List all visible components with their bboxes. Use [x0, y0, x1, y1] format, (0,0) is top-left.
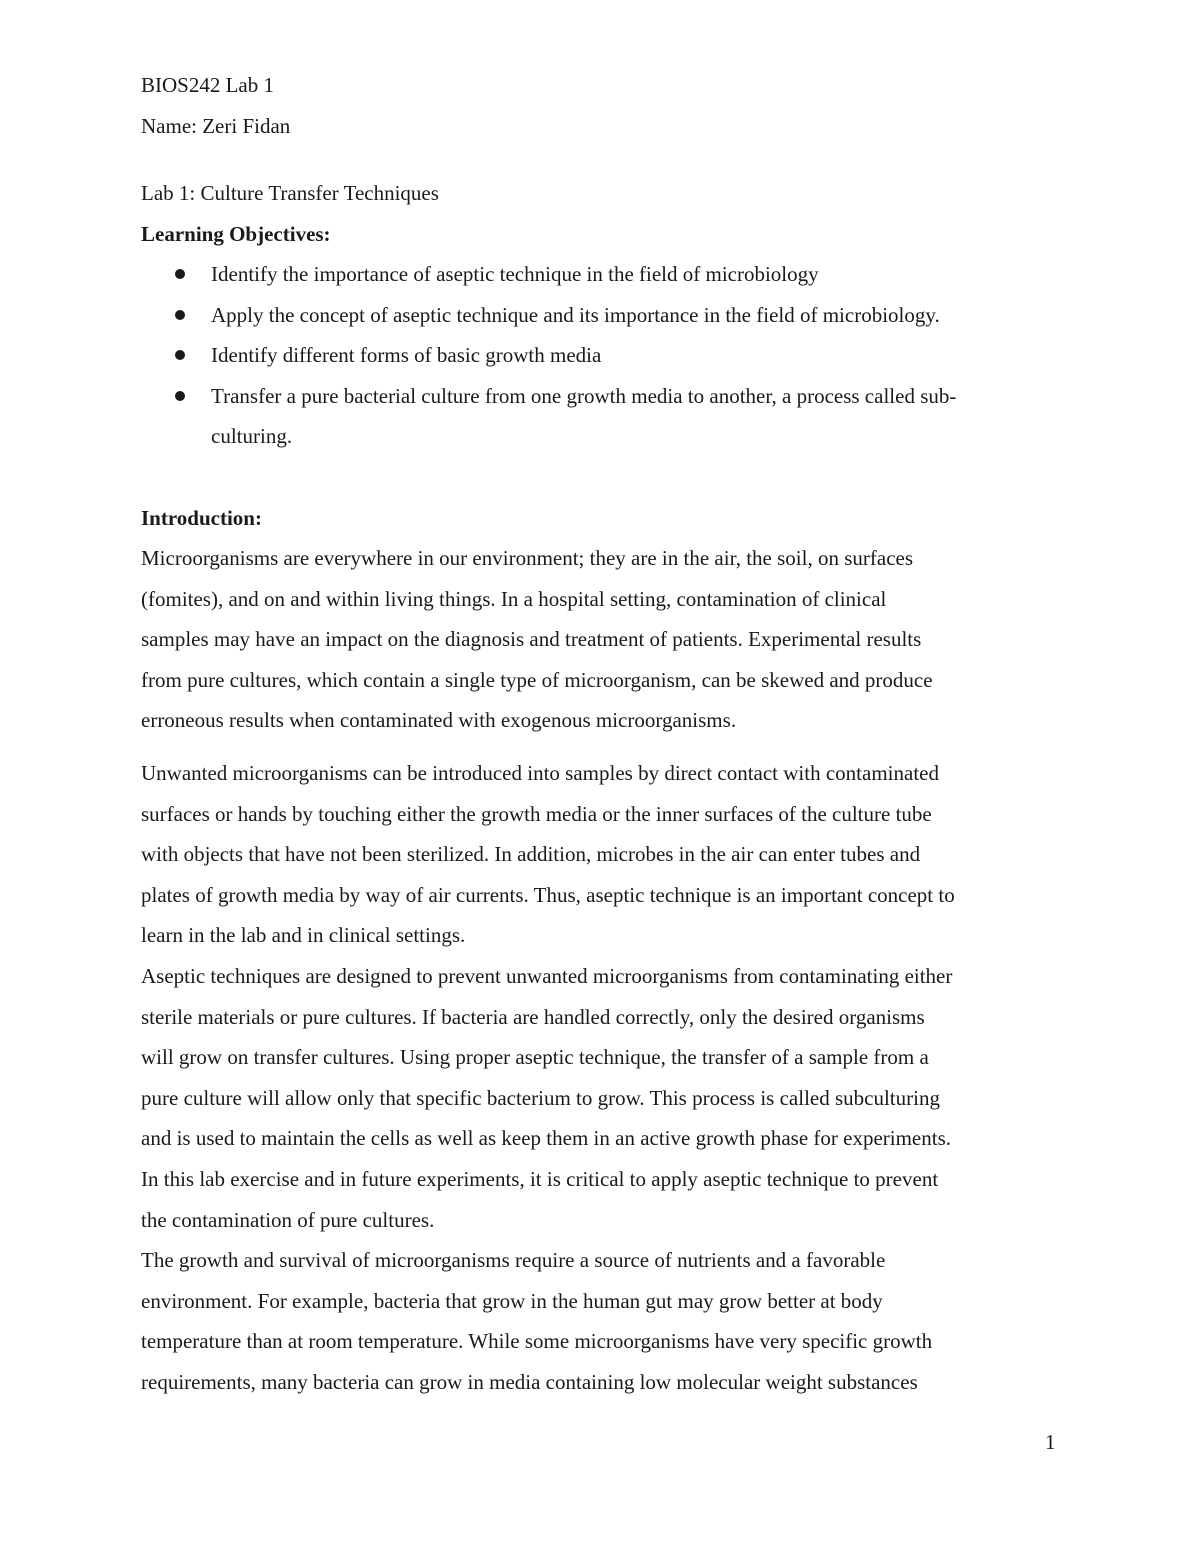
paragraph-line: sterile materials or pure cultures. If bacteria are handled correctly, only the desired organisms [141, 1004, 925, 1029]
objective-text: Apply the concept of aseptic technique and its importance in the field of microbiology. [211, 302, 940, 327]
paragraph-line: temperature than at room temperature. While some microorganisms have very specific growth [141, 1329, 933, 1354]
bullet-icon [175, 350, 185, 360]
bullet-icon [175, 310, 185, 320]
list-item [141, 295, 1061, 336]
objective-text: Identify the importance of aseptic technique in the field of microbiology [211, 262, 819, 286]
objective-text: culturing. [211, 424, 293, 449]
objective-text: Transfer a pure bacterial culture from one growth media to another, a process called sub- [211, 383, 957, 408]
body-paragraphs [141, 753, 1071, 1403]
paragraph-line: with objects that have not been sterilized. In addition, microbes in the air can enter tubes and [141, 842, 921, 867]
paragraph-line: requirements, many bacteria can grow in media containing low molecular weight substances [141, 1369, 918, 1394]
paragraph-line: environment. For example, bacteria that grow in the human gut may grow better at body [141, 1288, 883, 1313]
introduction-heading: Introduction: [141, 506, 262, 530]
objectives-list [141, 254, 1061, 457]
course-title: BIOS242 Lab 1 [141, 73, 274, 97]
paragraph-line: The growth and survival of microorganisms require a source of nutrients and a favorable [141, 1248, 886, 1273]
paragraph-line: Unwanted microorganisms can be introduced into samples by direct contact with contaminated [141, 761, 939, 785]
lab-title: Lab 1: Culture Transfer Techniques [141, 181, 439, 205]
objective-text: Identify different forms of basic growth media [211, 343, 602, 368]
paragraph-line: In this lab exercise and in future experiments, it is critical to apply aseptic technique to prevent [141, 1166, 939, 1191]
paragraph-line: surfaces or hands by touching either the growth media or the inner surfaces of the culture tube [141, 801, 932, 826]
objectives-heading: Learning Objectives: [141, 222, 331, 246]
paragraph-line: from pure cultures, which contain a single type of microorganism, can be skewed and produce [141, 667, 933, 692]
paragraph-line: Microorganisms are everywhere in our environment; they are in the air, the soil, on surfaces [141, 546, 914, 570]
paragraph-line: the contamination of pure cultures. [141, 1207, 435, 1232]
paragraph-line: erroneous results when contaminated with exogenous microorganisms. [141, 708, 737, 733]
paragraph-line: learn in the lab and in clinical settings. [141, 923, 466, 948]
bullet-icon [175, 269, 185, 279]
paragraph-line: plates of growth media by way of air currents. Thus, aseptic technique is an important concept to [141, 882, 955, 907]
list-item [141, 254, 1061, 295]
paragraph-line: pure culture will allow only that specific bacterium to grow. This process is called subculturing [141, 1085, 940, 1110]
paragraph-line: will grow on transfer cultures. Using proper aseptic technique, the transfer of a sample from a [141, 1045, 929, 1070]
page-number: 1 [1045, 1430, 1056, 1454]
introduction-paragraph [141, 538, 1071, 741]
paragraph-line: (fomites), and on and within living things. In a hospital setting, contamination of clinical [141, 586, 887, 611]
list-item [141, 376, 1061, 457]
paragraph-line: and is used to maintain the cells as well as keep them in an active growth phase for experiments. [141, 1126, 952, 1151]
bullet-icon [175, 391, 185, 401]
paragraph-line: Aseptic techniques are designed to prevent unwanted microorganisms from contaminating either [141, 963, 953, 988]
paragraph-line: samples may have an impact on the diagnosis and treatment of patients. Experimental results [141, 627, 922, 652]
list-item [141, 335, 1061, 376]
student-name: Name: Zeri Fidan [141, 114, 291, 138]
